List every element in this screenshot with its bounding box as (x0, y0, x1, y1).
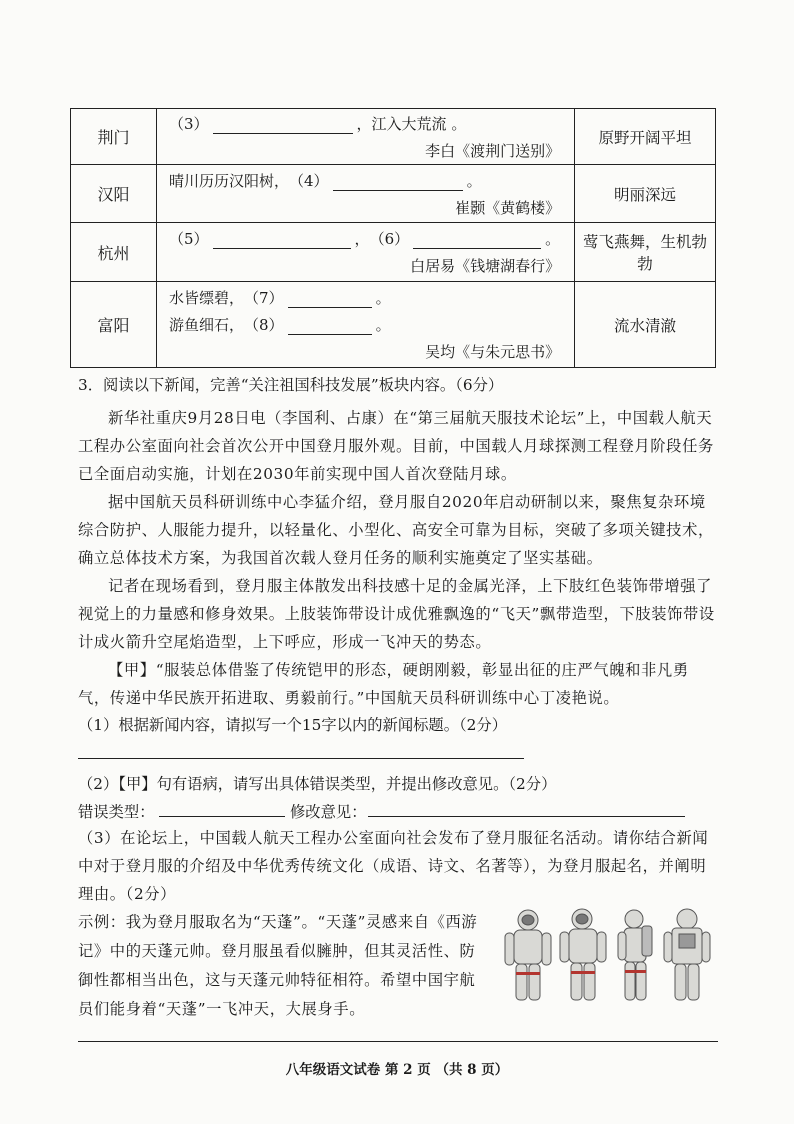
poem-author: 白居易《钱塘湖春行》 (410, 257, 561, 275)
verse-text: 。 (375, 316, 391, 334)
news-paragraph-3: 记者在现场看到，登月服主体散发出科技感十足的金属光泽，上下肢红色装饰带增强了视觉上的力量感和修身效果。上肢装饰带设计成优雅飘逸的“飞天”飘带造型，下肢装饰带设计成火箭升空尾焰造型，上下呼应，形成一飞冲天的势态。 (78, 577, 715, 651)
table-row (71, 109, 716, 165)
sub-question-3: （3）在论坛上，中国载人航天工程办公室面向社会发布了登月服征名活动。请你结合新闻中对于登月服的介绍及中华优秀传统文化（成语、诗文、名著等），为登月服起名，并阐明理由。（2分） (78, 829, 709, 903)
verse-text: ， (354, 230, 370, 248)
place-cell: 杭州 (71, 223, 157, 282)
fix-line[interactable] (368, 816, 685, 817)
blank-number: （6） (369, 230, 410, 248)
news-paragraph-1: 新华社重庆9月28日电（李国利、占康）在“第三届航天服技术论坛”上，中国载人航天工程办公室面向社会首次公开中国登月服外观。目前，中国载人月球探测工程登月阶段任务已全面启动实施，计划在2030年前实现中国人首次登陆月球。 (78, 409, 714, 483)
table-row (71, 282, 716, 368)
feature-cell: 莺飞燕舞，生机勃勃 (575, 223, 716, 282)
verse-text: 晴川历历汉阳树， (169, 171, 290, 190)
question-3-title: 3．阅读以下新闻，完善“关注祖国科技发展”板块内容。（6分） (78, 376, 504, 394)
table-row (71, 223, 716, 282)
fix-label: 修改意见： (290, 803, 367, 821)
answer-blank-3[interactable] (213, 118, 353, 134)
verse-text: 。 (466, 171, 482, 190)
verse-text: 水皆缥碧， (169, 289, 245, 307)
sub-question-1: （1）根据新闻内容，请拟写一个15字以内的新闻标题。（2分） (78, 716, 507, 734)
answer-blank-8[interactable] (288, 319, 372, 335)
answer-line-title[interactable] (78, 758, 524, 759)
place-cell: 荆门 (71, 109, 157, 165)
table-row (71, 165, 716, 223)
poem-author: 崔颢《黄鹤楼》 (455, 198, 561, 217)
blank-number: （8） (244, 316, 284, 334)
poem-table (70, 108, 716, 368)
astronaut-profile-icon (618, 910, 652, 1000)
page-footer: 八年级语文试卷 第 2 页 （共 8 页） (285, 1062, 509, 1078)
verse-text: 。 (545, 230, 561, 248)
place-cell: 汉阳 (71, 165, 157, 223)
example-text: 示例：我为登月服取名为“天蓬”。“天蓬”灵感来自《西游记》中的天蓬元帅。登月服虽看似臃肿，但其灵活性、防御性都相当出色，这与天蓬元帅特征相符。希望中国宇航员们能身着“天蓬”一飞冲天，大展身手。 (78, 913, 478, 1018)
answer-blank-4[interactable] (333, 175, 463, 191)
astronaut-side-icon (560, 909, 606, 1000)
footer-divider (78, 1041, 718, 1042)
news-paragraph-4: 【甲】“服装总体借鉴了传统铠甲的形态，硬朗刚毅，彰显出征的庄严气魄和非凡勇气，传递中华民族开拓进取、勇毅前行。”中国航天员科研训练中心丁凌艳说。 (78, 661, 689, 707)
sub-question-2: （2）【甲】句有语病，请写出具体错误类型，并提出修改意见。（2分） (78, 775, 557, 793)
blank-number: （7） (244, 289, 284, 307)
poem-author: 吴均《与朱元思书》 (425, 343, 561, 361)
place-cell: 富阳 (71, 282, 157, 368)
verse-text: 游鱼细石， (169, 316, 245, 334)
news-paragraph-2: 据中国航天员科研训练中心李猛介绍，登月服自2020年启动研制以来，聚焦复杂环境综合防护、人服能力提升，以轻量化、小型化、高安全可靠为目标，突破了多项关键技术，确立总体技术方案，为我国首次载人登月任务的顺利实施奠定了坚实基础。 (78, 493, 714, 567)
feature-cell: 流水清澈 (575, 282, 716, 368)
blank-number: （4） (289, 171, 329, 190)
verse-text: 。 (375, 289, 391, 307)
error-type-label: 错误类型： (78, 803, 155, 821)
answer-blank-5[interactable] (213, 233, 351, 249)
verse-text: ，江入大荒流 。 (356, 114, 467, 133)
feature-cell: 明丽深远 (575, 165, 716, 223)
blank-number: （5） (169, 230, 209, 248)
poem-author: 李白《渡荆门送别》 (425, 141, 561, 160)
blank-number: （3） (169, 114, 209, 133)
error-type-line[interactable] (159, 816, 285, 817)
answer-blank-6[interactable] (413, 233, 541, 249)
astronaut-back-icon (664, 909, 710, 1000)
feature-cell: 原野开阔平坦 (575, 109, 716, 165)
moon-suit-illustration (502, 908, 716, 1006)
answer-blank-7[interactable] (288, 292, 372, 308)
astronaut-front-icon (505, 910, 551, 1000)
